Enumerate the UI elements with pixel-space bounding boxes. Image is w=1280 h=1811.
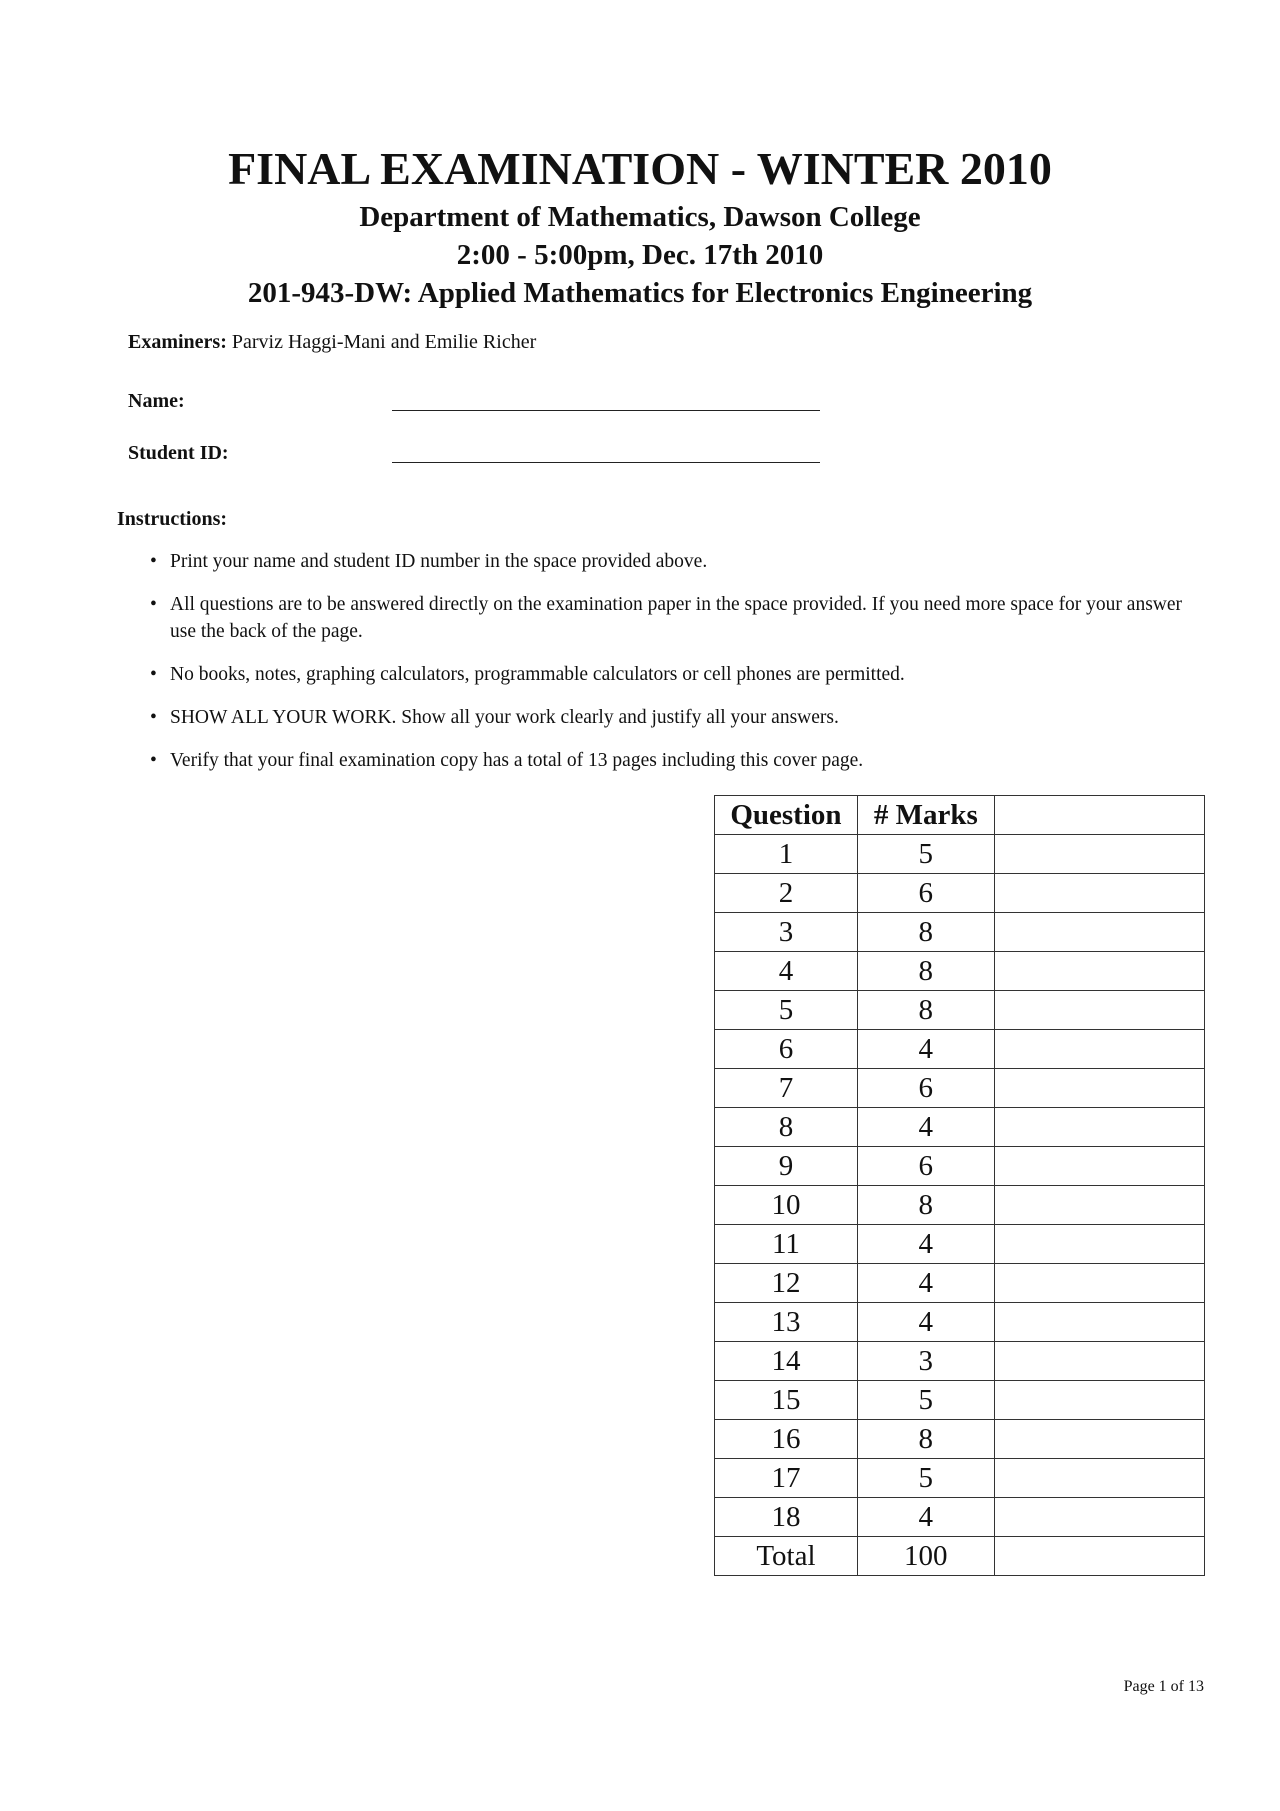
score-cell[interactable] — [994, 1108, 1204, 1147]
score-cell[interactable] — [994, 1420, 1204, 1459]
marks-value: 100 — [857, 1537, 994, 1576]
examiners-line — [128, 329, 536, 355]
marks-value: 4 — [857, 1030, 994, 1069]
table-row — [715, 835, 1205, 874]
question-number: 11 — [715, 1225, 858, 1264]
table-row — [715, 1147, 1205, 1186]
question-number: 5 — [715, 991, 858, 1030]
instructions-heading: Instructions: — [117, 508, 228, 530]
table-row — [715, 1459, 1205, 1498]
marks-value: 6 — [857, 874, 994, 913]
marks-value: 8 — [857, 991, 994, 1030]
score-cell[interactable] — [994, 1537, 1204, 1576]
exam-header — [0, 140, 1280, 312]
marks-value: 4 — [857, 1264, 994, 1303]
table-row — [715, 1225, 1205, 1264]
name-field-row — [128, 388, 828, 414]
score-cell[interactable] — [994, 1186, 1204, 1225]
score-cell[interactable] — [994, 1225, 1204, 1264]
instruction-item — [150, 548, 1210, 575]
instruction-item — [150, 591, 1210, 645]
instruction-text: Print your name and student ID number in the space provided above. — [170, 551, 708, 572]
bullet-icon: • — [150, 551, 157, 572]
score-cell[interactable] — [994, 835, 1204, 874]
question-number: 6 — [715, 1030, 858, 1069]
instruction-item — [150, 661, 1210, 688]
table-row — [715, 1381, 1205, 1420]
question-number: 18 — [715, 1498, 858, 1537]
table-row — [715, 1498, 1205, 1537]
question-number: 2 — [715, 874, 858, 913]
table-row — [715, 1069, 1205, 1108]
marks-table-body — [715, 835, 1205, 1576]
total-row — [715, 1537, 1205, 1576]
score-cell[interactable] — [994, 1381, 1204, 1420]
marks-value: 8 — [857, 952, 994, 991]
marks-value: 6 — [857, 1147, 994, 1186]
question-number: 3 — [715, 913, 858, 952]
marks-value: 4 — [857, 1303, 994, 1342]
table-row — [715, 1186, 1205, 1225]
question-number: 8 — [715, 1108, 858, 1147]
bullet-icon: • — [150, 707, 157, 728]
course-title: 201-943-DW: Applied Mathematics for Electronics Engineering — [247, 277, 1033, 309]
department-line: Department of Mathematics, Dawson College — [359, 201, 921, 233]
table-row — [715, 991, 1205, 1030]
header-question: Question — [715, 796, 858, 835]
instruction-item — [150, 704, 1210, 731]
student-id-label: Student ID: — [128, 442, 229, 464]
question-number: 1 — [715, 835, 858, 874]
table-row — [715, 1342, 1205, 1381]
score-cell[interactable] — [994, 1030, 1204, 1069]
marks-table — [714, 795, 1205, 1576]
marks-value: 4 — [857, 1225, 994, 1264]
marks-value: 4 — [857, 1108, 994, 1147]
table-row — [715, 1264, 1205, 1303]
table-row — [715, 952, 1205, 991]
score-cell[interactable] — [994, 952, 1204, 991]
page-number: Page 1 of 13 — [1123, 1678, 1204, 1695]
table-row — [715, 1420, 1205, 1459]
instructions-list — [150, 548, 1210, 790]
table-row — [715, 913, 1205, 952]
bullet-icon: • — [150, 664, 157, 685]
question-number: 4 — [715, 952, 858, 991]
score-cell[interactable] — [994, 991, 1204, 1030]
marks-value: 5 — [857, 835, 994, 874]
marks-value: 5 — [857, 1459, 994, 1498]
question-number: 15 — [715, 1381, 858, 1420]
table-row — [715, 1108, 1205, 1147]
marks-value: 8 — [857, 913, 994, 952]
instruction-text: Verify that your final examination copy has a total of 13 pages including this cover page. — [170, 750, 864, 771]
score-cell[interactable] — [994, 1342, 1204, 1381]
question-number: 12 — [715, 1264, 858, 1303]
question-number: 7 — [715, 1069, 858, 1108]
score-cell[interactable] — [994, 1264, 1204, 1303]
bullet-icon: • — [150, 594, 157, 615]
marks-value: 3 — [857, 1342, 994, 1381]
marks-value: 8 — [857, 1420, 994, 1459]
question-number: 10 — [715, 1186, 858, 1225]
score-cell[interactable] — [994, 1147, 1204, 1186]
question-number: 9 — [715, 1147, 858, 1186]
table-row — [715, 1030, 1205, 1069]
instruction-text: No books, notes, graphing calculators, programmable calculators or cell phones are permitted. — [170, 664, 905, 685]
examiners-value: Parviz Haggi-Mani and Emilie Richer — [231, 331, 537, 353]
marks-value: 4 — [857, 1498, 994, 1537]
exam-title: FINAL EXAMINATION - WINTER 2010 — [228, 143, 1052, 194]
marks-value: 8 — [857, 1186, 994, 1225]
name-blank-line[interactable] — [392, 410, 820, 411]
student-id-blank-line[interactable] — [392, 462, 820, 463]
score-cell[interactable] — [994, 1459, 1204, 1498]
question-number: 17 — [715, 1459, 858, 1498]
question-number: 14 — [715, 1342, 858, 1381]
header-marks: # Marks — [857, 796, 994, 835]
student-id-field-row — [128, 440, 828, 466]
name-label: Name: — [128, 390, 185, 412]
instruction-text: SHOW ALL YOUR WORK. Show all your work clearly and justify all your answers. — [170, 707, 839, 728]
question-number: 16 — [715, 1420, 858, 1459]
question-number: Total — [715, 1537, 858, 1576]
table-row — [715, 874, 1205, 913]
question-number: 13 — [715, 1303, 858, 1342]
score-cell[interactable] — [994, 1498, 1204, 1537]
instruction-item — [150, 747, 1210, 774]
score-cell[interactable] — [994, 1303, 1204, 1342]
marks-table-header-row — [715, 796, 1205, 835]
header-score — [994, 796, 1204, 835]
exam-time: 2:00 - 5:00pm, Dec. 17th 2010 — [456, 239, 824, 271]
score-cell[interactable] — [994, 874, 1204, 913]
score-cell[interactable] — [994, 1069, 1204, 1108]
marks-value: 5 — [857, 1381, 994, 1420]
table-row — [715, 1303, 1205, 1342]
instruction-text: All questions are to be answered directly on the examination paper in the space provided. If you need more space for your answer use the back of the page. — [170, 594, 1183, 642]
bullet-icon: • — [150, 750, 157, 771]
score-cell[interactable] — [994, 913, 1204, 952]
marks-value: 6 — [857, 1069, 994, 1108]
examiners-label: Examiners: — [128, 331, 227, 353]
